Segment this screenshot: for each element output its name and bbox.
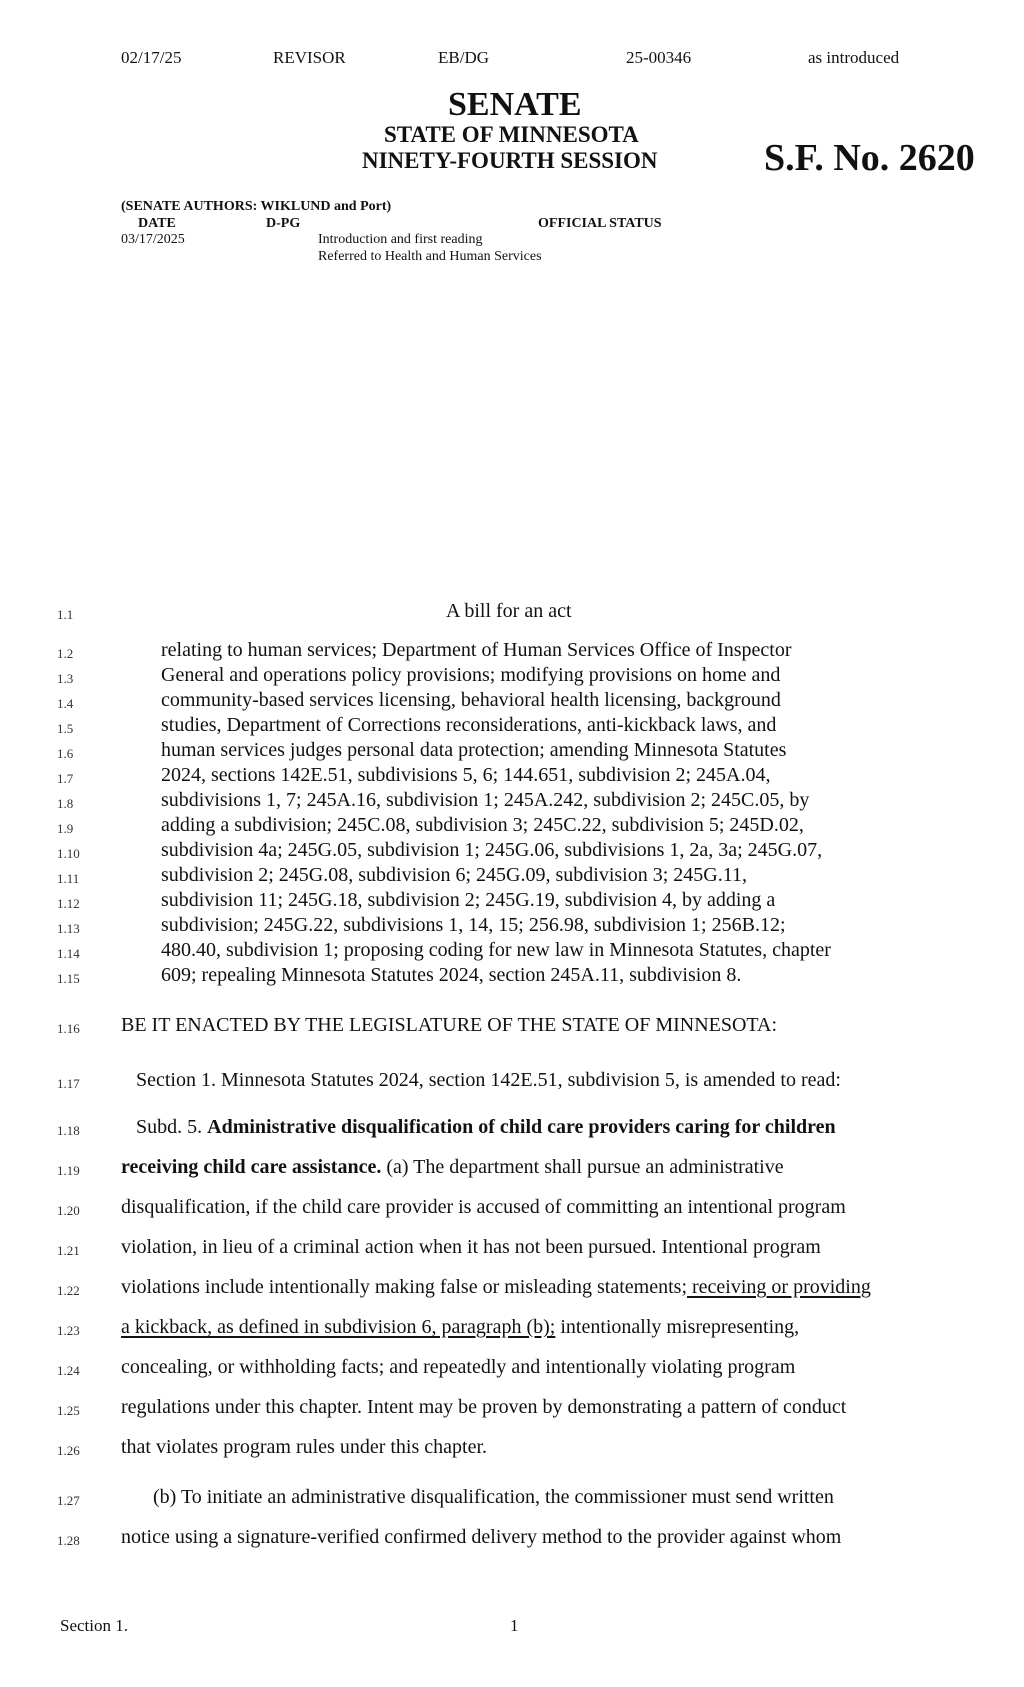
title-line: subdivision 4a; 245G.05, subdivision 1; 245G.06, subdivisions 1, 2a, 3a; 245G.07,	[161, 839, 823, 861]
line-number: 1.6	[57, 746, 74, 761]
title-line: subdivision 11; 245G.18, subdivision 2; 245G.19, subdivision 4, by adding a	[161, 889, 776, 911]
line-number: 1.26	[57, 1443, 80, 1458]
title-line: 480.40, subdivision 1; proposing coding for new law in Minnesota Statutes, chapter	[161, 939, 831, 961]
line-number: 1.10	[57, 846, 80, 861]
title-line: studies, Department of Corrections reconsiderations, anti-kickback laws, and	[161, 714, 777, 736]
title-line: 2024, sections 142E.51, subdivisions 5, 6; 144.651, subdivision 2; 245A.04,	[161, 764, 771, 786]
subdivision-headnote: receiving child care assistance.	[121, 1156, 382, 1178]
status-entry-date: 03/17/2025	[121, 232, 185, 247]
col-status-label: OFFICIAL STATUS	[538, 216, 662, 231]
line-number: 1.27	[57, 1493, 80, 1508]
body-line: (b) To initiate an administrative disqualification, the commissioner must send written	[153, 1486, 834, 1508]
line-number: 1.7	[57, 771, 74, 786]
body-line: regulations under this chapter. Intent may be proven by demonstrating a pattern of conduct	[121, 1396, 847, 1418]
footer-page-number: 1	[510, 1616, 519, 1635]
line-number: 1.1	[57, 607, 74, 622]
line-number: 1.25	[57, 1403, 80, 1418]
session-title: NINETY-FOURTH SESSION	[362, 148, 658, 173]
header-doc-number: 25-00346	[626, 48, 692, 67]
line-number: 1.23	[57, 1323, 80, 1338]
senate-authors: (SENATE AUTHORS: WIKLUND and Port)	[121, 199, 392, 214]
body-line: disqualification, if the child care provider is accused of committing an intentional program	[121, 1196, 846, 1218]
line-number: 1.5	[57, 721, 74, 736]
footer-section: Section 1.	[60, 1616, 128, 1635]
line-number: 1.21	[57, 1243, 80, 1258]
enacting-clause: BE IT ENACTED BY THE LEGISLATURE OF THE STATE OF MINNESOTA:	[121, 1014, 778, 1036]
status-entry-referral: Referred to Health and Human Services	[318, 249, 542, 264]
header-date: 02/17/25	[121, 48, 182, 67]
title-line: human services judges personal data protection; amending Minnesota Statutes	[161, 739, 787, 761]
line-number: 1.8	[57, 796, 74, 811]
body-line	[121, 1316, 799, 1339]
body-line	[121, 1156, 784, 1179]
line-number: 1.12	[57, 896, 80, 911]
col-dpg-label: D-PG	[266, 216, 301, 231]
body-text: (a) The department shall pursue an administrative	[381, 1156, 784, 1178]
title-line: subdivisions 1, 7; 245A.16, subdivision 1; 245A.242, subdivision 2; 245C.05, by	[161, 789, 810, 811]
line-number: 1.17	[57, 1076, 80, 1091]
body-line	[136, 1116, 836, 1139]
status-entry-introduction: Introduction and first reading	[318, 232, 483, 247]
state-title: STATE OF MINNESOTA	[384, 122, 639, 147]
line-number: 1.15	[57, 971, 80, 986]
title-line: relating to human services; Department of Human Services Office of Inspector	[161, 639, 792, 661]
line-number: 1.9	[57, 821, 74, 836]
header-office: REVISOR	[273, 48, 346, 67]
line-number: 1.28	[57, 1533, 80, 1548]
inserted-text: a kickback, as defined in subdivision 6, paragraph (b);	[121, 1316, 556, 1338]
body-text: intentionally misrepresenting,	[555, 1316, 800, 1338]
body-line: notice using a signature-verified confirmed delivery method to the provider against whom	[121, 1526, 842, 1548]
line-number: 1.11	[57, 871, 80, 886]
body-line: that violates program rules under this chapter.	[121, 1436, 488, 1458]
title-line: adding a subdivision; 245C.08, subdivision 3; 245C.22, subdivision 5; 245D.02,	[161, 814, 804, 836]
line-number: 1.24	[57, 1363, 80, 1378]
chamber-title: SENATE	[448, 86, 582, 123]
line-number: 1.13	[57, 921, 80, 936]
line-number: 1.2	[57, 646, 74, 661]
col-date-label: DATE	[138, 216, 176, 231]
inserted-text: receiving or providing	[687, 1276, 871, 1298]
line-number: 1.3	[57, 671, 74, 686]
line-number: 1.4	[57, 696, 74, 711]
body-line	[121, 1276, 871, 1299]
title-line: 609; repealing Minnesota Statutes 2024, section 245A.11, subdivision 8.	[161, 964, 742, 986]
subdivision-headnote: Administrative disqualification of child care providers caring for children	[207, 1116, 836, 1138]
title-line: subdivision 2; 245G.08, subdivision 6; 245G.09, subdivision 3; 245G.11,	[161, 864, 747, 886]
line-number: 1.18	[57, 1123, 80, 1138]
line-number: 1.16	[57, 1021, 80, 1036]
line-number: 1.19	[57, 1163, 80, 1178]
title-line: subdivision; 245G.22, subdivisions 1, 14, 15; 256.98, subdivision 1; 256B.12;	[161, 914, 786, 936]
title-line: General and operations policy provisions; modifying provisions on home and	[161, 664, 781, 686]
section-heading: Section 1. Minnesota Statutes 2024, section 142E.51, subdivision 5, is amended to read:	[136, 1069, 841, 1091]
bill-act-heading: A bill for an act	[446, 600, 572, 622]
line-number: 1.20	[57, 1203, 80, 1218]
line-number: 1.14	[57, 946, 80, 961]
line-number: 1.22	[57, 1283, 80, 1298]
file-number: S.F. No. 2620	[764, 137, 975, 179]
body-line: concealing, or withholding facts; and repeatedly and intentionally violating program	[121, 1356, 796, 1378]
title-line: community-based services licensing, behavioral health licensing, background	[161, 689, 781, 711]
header-initials: EB/DG	[438, 48, 489, 67]
header-version: as introduced	[808, 48, 900, 67]
body-line: violation, in lieu of a criminal action when it has not been pursued. Intentional program	[121, 1236, 821, 1258]
subdivision-label: Subd. 5.	[136, 1116, 208, 1138]
body-text: violations include intentionally making false or misleading statements;	[121, 1276, 687, 1298]
